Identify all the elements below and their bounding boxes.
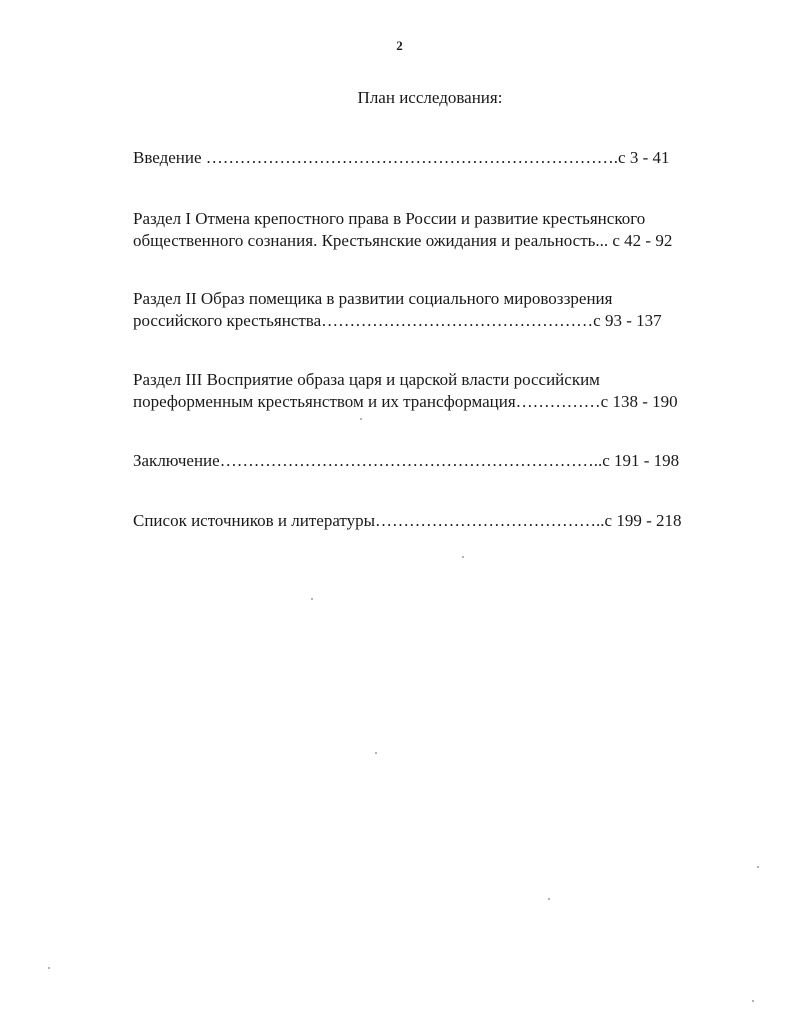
toc-entry-section-2 (133, 288, 662, 332)
page-title: План исследования: (357, 88, 503, 107)
toc-entry-line: Раздел II Образ помещика в развитии социального мировоззрения (133, 289, 613, 308)
toc-entry-bibliography (133, 510, 682, 532)
toc-entry-section-1 (133, 208, 672, 252)
toc-entry-line: общественного сознания. Крестьянские ожидания и реальность... с 42 - 92 (133, 231, 673, 250)
toc-entry-conclusion (133, 450, 679, 472)
toc-entry-line: Введение ……………………………………………………………….с 3 - 41 (133, 148, 670, 167)
scan-speck (311, 598, 313, 600)
scan-speck (757, 866, 759, 868)
scan-speck (375, 752, 377, 754)
toc-entry-line: Заключение…………………………………………………………..с 191 - 198 (133, 451, 680, 470)
scan-speck (360, 418, 362, 420)
scan-speck (548, 898, 550, 900)
scan-speck (752, 1000, 754, 1002)
toc-entry-line: пореформенным крестьянством и их трансформация……………с 138 - 190 (133, 392, 678, 411)
toc-entry-line: Раздел III Восприятие образа царя и царской власти российским (133, 370, 600, 389)
toc-entry-section-3 (133, 369, 678, 413)
scan-speck (462, 556, 464, 558)
scan-speck (48, 967, 50, 969)
toc-entry-line: Раздел I Отмена крепостного права в России и развитие крестьянского (133, 209, 646, 228)
page-number: 2 (396, 38, 403, 53)
toc-entry-line: Список источников и литературы…………………………………..с 199 - 218 (133, 511, 682, 530)
toc-entry-line: российского крестьянства…………………………………………с 93 - 137 (133, 311, 662, 330)
toc-entry-introduction (133, 147, 669, 169)
